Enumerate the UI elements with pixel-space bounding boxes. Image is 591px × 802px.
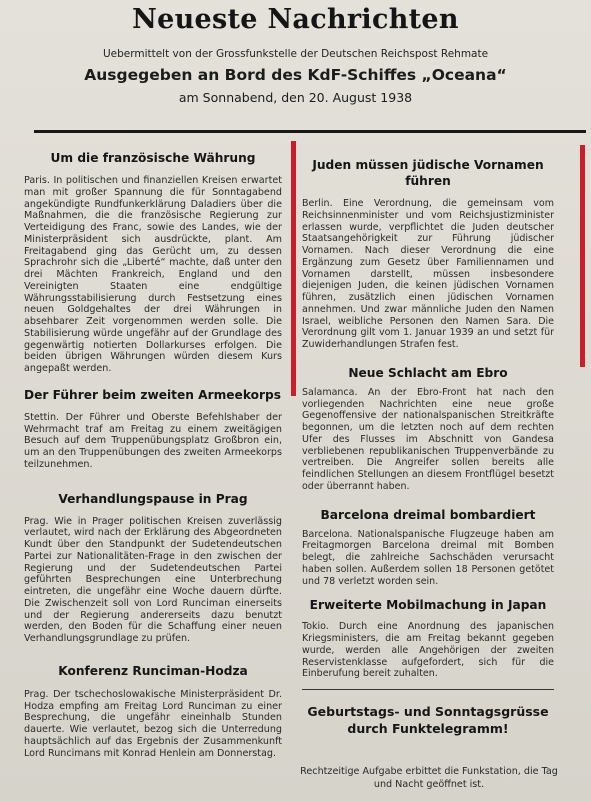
article-headline: Konferenz Runciman-Hodza [58, 663, 248, 678]
article-headline: Der Führer beim zweiten Armeekorps [24, 387, 281, 402]
article-headline: Verhandlungspause in Prag [58, 491, 248, 506]
article [24, 491, 282, 645]
article-body: Salamanca. An der Ebro-Front hat nach den vorliegenden Nachrichten eine neue große Gegenoffensive der nationalspanischen Streitkräfte begonnen, um die letzten noch auf dem rechten Ufer des Flusses im Abschnitt von Gandesa verbliebenen republikanischen Truppenverbände zu vertreiben. Die Angreifer sollen bereits alle feindlichen Stellungen an diesem Frontflügel besetzt oder überrannt haben. [302, 386, 554, 492]
article [302, 365, 554, 493]
article-body: Prag. Wie in Prager politischen Kreisen zuverlässig verlautet, wird nach der Erklärung des Abgeordneten Kundt über den Standpunkt der Sudetendeutschen Partei zur Nationalitäten-Frage in den zwischen der Regierung und der Sudetendeutschen Partei geführten Besprechungen eine Unterbrechung eintreten, die ungefähr eine Woche dauern dürfte. Die Zwischenzeit soll von Lord Runciman einerseits und der Regierung andererseits dazu benutzt werden, den Boden für die Schaffung einer neuen Verhandlungsgrundlage zu prüfen. [24, 515, 282, 644]
promo-note: Rechtzeitige Aufgabe erbittet die Funkstation, die Tag und Nacht geöffnet ist. [300, 766, 558, 790]
promo-divider [302, 689, 554, 690]
left-column [24, 150, 282, 759]
article [302, 157, 554, 351]
article-body: Barcelona. Nationalspanische Flugzeuge haben am Freitagmorgen Barcelona dreimal mit Bomben belegt, die zahlreiche Sachschäden verursacht haben sollen. Außerdem sollen 18 Personen getötet und 78 verletzt worden sein. [302, 528, 554, 587]
article-body: Prag. Der tschechoslowakische Ministerpräsident Dr. Hodza empfing am Freitag Lord Runciman zu einer Besprechung, die ungefähr eineinhalb Stunden dauerte. Wie verlautet, bezog sich die Unterredung hauptsächlich auf das Ergebnis der Zusammenkunft Lord Runcimans mit Konrad Henlein am Donnerstag. [24, 688, 282, 759]
article [24, 150, 282, 375]
article-headline: Erweiterte Mobilmachung in Japan [309, 598, 547, 613]
promo-headline: Geburtstags- und Sonntagsgrüsse durch Funktelegramm! [307, 704, 549, 736]
article-body: Berlin. Eine Verordnung, die gemeinsam vom Reichsinnenminister und vom Reichsjustizminister erlassen wurde, verpflichtet die Juden deutscher Staatsangehörigkeit zur Führung jüdischer Vornamen. Nach dieser Verordnung die eine Ergänzung zum Gesetz über Familiennamen und Vornamen darstellt, müssen insbesondere diejenigen Juden, die keinen jüdischen Vornamen führen, zusätzlich einen jüdischen Vornamen annehmen. Und zwar männliche Juden den Namen Israel, weibliche Personen den Namen Sara. Die Verordnung gilt vom 1. Januar 1939 an und setzt für Zuwiderhandlungen Strafen fest. [302, 198, 554, 350]
masthead [0, 4, 591, 107]
article [302, 597, 554, 680]
article-body: Stettin. Der Führer und Oberste Befehlshaber der Wehrmacht traf am Freitag zu einem zweitägigen Besuch auf dem Truppenübungsplatz Großbron ein, um an den Truppenübungen des zweiten Armeekorps teilzunehmen. [24, 411, 282, 470]
right-column [302, 157, 554, 680]
article [24, 663, 282, 760]
article-headline: Juden müssen jüdische Vornamen führen [312, 158, 544, 188]
article-body: Tokio. Durch eine Anordnung des japanischen Kriegsministers, die am Freitag bekannt gegeben wurde, werden alle Angehörigen der zweiten Reservistenklasse aufgefordert, sich für die Einberufung bereit zuhalten. [302, 621, 554, 680]
masthead-board-line: Ausgegeben an Bord des KdF-Schiffes „Oceana“ [84, 66, 507, 84]
masthead-divider [34, 130, 586, 133]
article-headline: Barcelona dreimal bombardiert [320, 507, 536, 522]
red-margin-rule [580, 145, 585, 367]
article [302, 507, 554, 588]
red-column-rule [291, 141, 296, 396]
article-headline: Neue Schlacht am Ebro [348, 365, 508, 380]
masthead-subtitle: Uebermittelt von der Grossfunkstelle der Deutschen Reichspost Rehmate [102, 48, 489, 60]
article-body: Paris. In politischen und finanziellen Kreisen erwartet man mit großer Spannung die für Sonntagabend angekündigte Rundfunkerklärung Daladiers über die Maßnahmen, die die französische Regierung zur Verteidigung des Franc, sowie des Landes, wie der Ministerpräsident sich ausdrückte, plant. Am Freitagabend ging das Gerücht um, zu dessen Sprachrohr sich die „Liberté“ machte, daß unter den drei Mächten Frankreich, England und den Vereinigten Staaten eine endgültige Währungsstabilisierung durch Festsetzung eines neuen Goldgehaltes der drei Währungen in absehbarer Zeit vorgenommen werden solle. Die Stabilisierung würde ungefähr auf der Grundlage des gegenwärtig notierten Dollarkurses erfolgen. Die beiden übrigen Währungen würden diesem Kurs angepaßt werden. [24, 175, 282, 374]
article-headline: Um die französische Währung [50, 151, 256, 165]
newspaper-title: Neueste Nachrichten [132, 4, 459, 35]
article [24, 387, 282, 471]
masthead-date: am Sonnabend, den 20. August 1938 [178, 90, 413, 105]
